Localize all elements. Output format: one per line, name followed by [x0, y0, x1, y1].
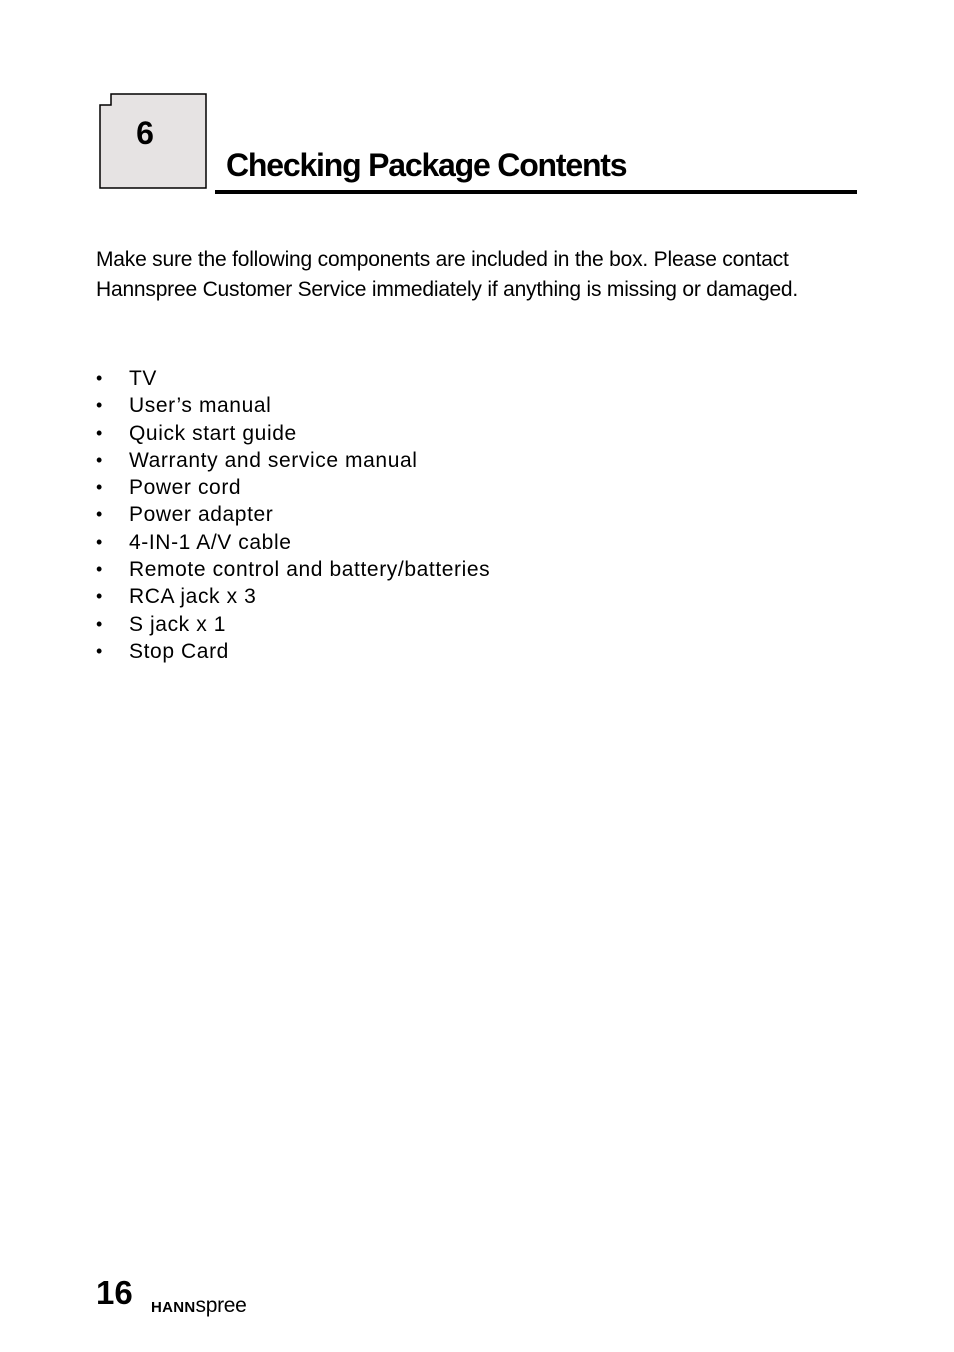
- bullet-icon: •: [96, 477, 103, 498]
- list-item-label: 4-IN-1 A/V cable: [129, 530, 292, 554]
- bullet-icon: •: [96, 613, 103, 634]
- bullet-icon: •: [96, 640, 103, 661]
- page-number: 16: [96, 1274, 133, 1311]
- list-item-label: User’s manual: [129, 394, 272, 418]
- bullet-icon: •: [96, 449, 103, 470]
- list-item-label: TV: [129, 367, 158, 390]
- list-item-label: Stop Card: [129, 639, 229, 663]
- list-item-label: Power adapter: [129, 503, 274, 527]
- list-item-label: Power cord: [129, 476, 242, 500]
- bullet-icon: •: [96, 586, 103, 607]
- bullet-icon: •: [96, 368, 103, 388]
- list-item-label: Warranty and service manual: [129, 448, 418, 472]
- chapter-number: 6: [136, 115, 154, 151]
- chapter-title: Checking Package Contents: [226, 147, 627, 183]
- list-item-label: Quick start guide: [129, 421, 297, 445]
- brand-logo-bold: HANN: [151, 1299, 196, 1316]
- brand-logo: [151, 1290, 247, 1323]
- brand-logo-light: spree: [195, 1294, 247, 1317]
- bullet-icon: •: [96, 422, 103, 443]
- list-item-label: Remote control and battery/batteries: [129, 558, 491, 582]
- list-item-label: S jack x 1: [129, 612, 227, 636]
- bullet-icon: •: [96, 395, 103, 416]
- list-item-label: RCA jack x 3: [129, 585, 257, 609]
- bullet-icon: •: [96, 531, 103, 552]
- intro-paragraph: Make sure the following components are included in the box. Please contact Hannspree Customer Service immediately if anything is missing or damaged.: [96, 248, 799, 301]
- bullet-icon: •: [96, 559, 103, 580]
- title-underline: [215, 190, 857, 194]
- bullet-icon: •: [96, 504, 103, 525]
- chapter-tab: [99, 93, 207, 189]
